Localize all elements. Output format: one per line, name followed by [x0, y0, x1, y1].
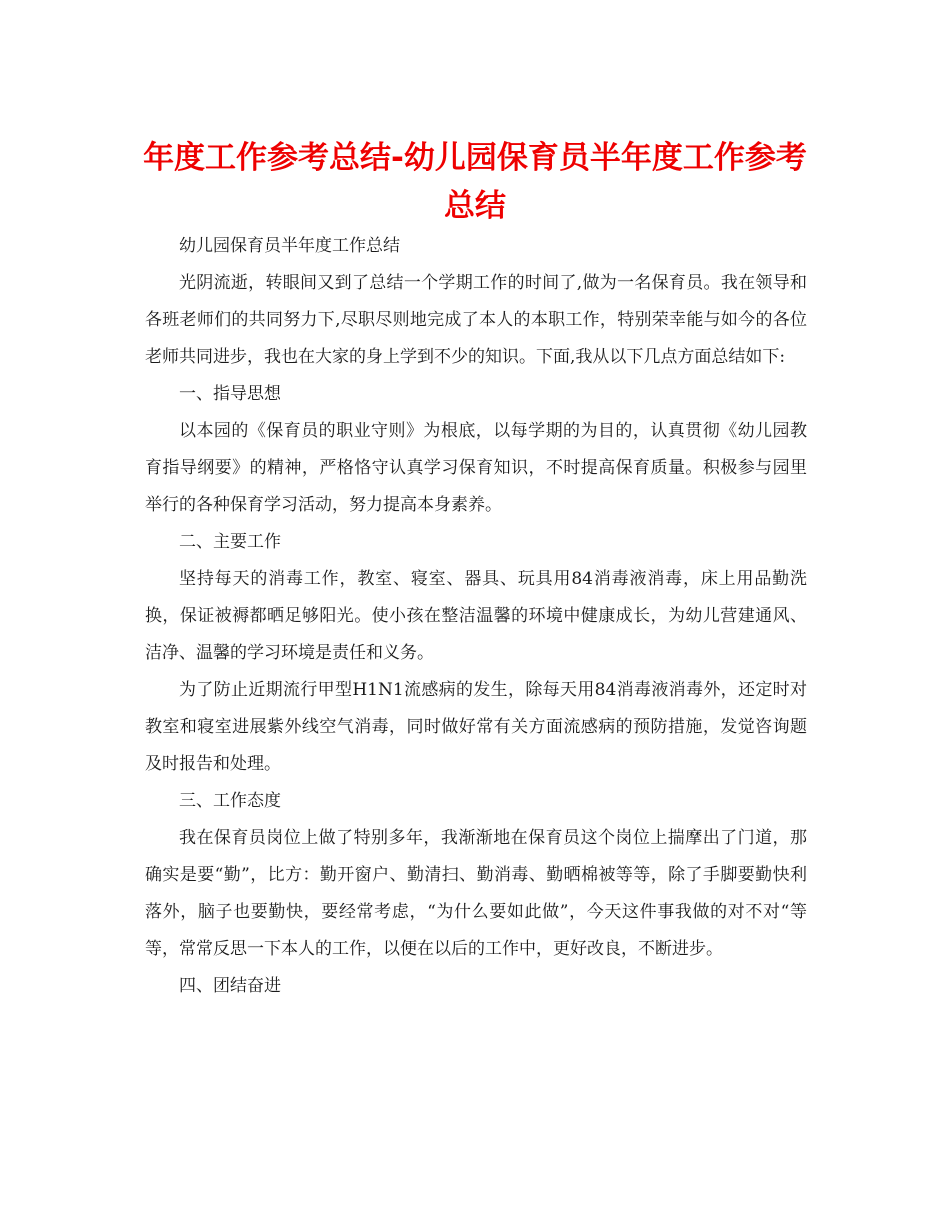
section-heading-guiding-thought: 一、指导思想 — [179, 384, 281, 404]
paragraph-disinfection: 坚持每天的消毒工作，教室、寝室、器具、玩具用84消毒液消毒，床上用品勤洗换，保证被褥都晒足够阳光。使小孩在整洁温馨的环境中健康成长，为幼儿营建通风、洁净、温馨的学习环境是责任和义务。 — [145, 569, 807, 663]
paragraph-flu-prevention: 为了防止近期流行甲型H1N1流感病的发生，除每天用84消毒液消毒外，还定时对教室和寝室进展紫外线空气消毒，同时做好常有关方面流感病的预防措施，发觉咨询题及时报告和处理。 — [145, 680, 807, 774]
section-heading-main-work: 二、主要工作 — [179, 532, 281, 552]
paragraph-subtitle: 幼儿园保育员半年度工作总结 — [179, 236, 400, 256]
paragraph-intro: 光阴流逝，转眼间又到了总结一个学期工作的时间了,做为一名保育员。我在领导和各班老师们的共同努力下,尽职尽则地完成了本人的本职工作，特别荣幸能与如今的各位老师共同进步，我也在大家的身上学到不少的知识。下面,我从以下几点方面总结如下: — [145, 273, 807, 367]
section-heading-work-attitude: 三、工作态度 — [179, 791, 281, 811]
section-heading-unity: 四、团结奋进 — [179, 976, 281, 996]
document-title: 年度工作参考总结-幼儿园保育员半年度工作参考总结 — [143, 140, 807, 224]
paragraph-work-attitude: 我在保育员岗位上做了特别多年，我渐渐地在保育员这个岗位上揣摩出了门道，那确实是要“勤”，比方：勤开窗户、勤清扫、勤消毒、勤晒棉被等等，除了手脚要勤快利落外，脑子也要勤快，要经常考虑，“为什么要如此做”，今天这件事我做的对不对“等等，常常反思一下本人的工作，以便在以后的工作中，更好改良，不断进步。 — [145, 828, 807, 959]
paragraph-guiding-thought: 以本园的《保育员的职业守则》为根底，以每学期的为目的，认真贯彻《幼儿园教育指导纲要》的精神，严格恪守认真学习保育知识，不时提高保育质量。积极参与园里举行的各种保育学习活动，努力提高本身素养。 — [145, 421, 807, 515]
document-body — [145, 228, 807, 1005]
